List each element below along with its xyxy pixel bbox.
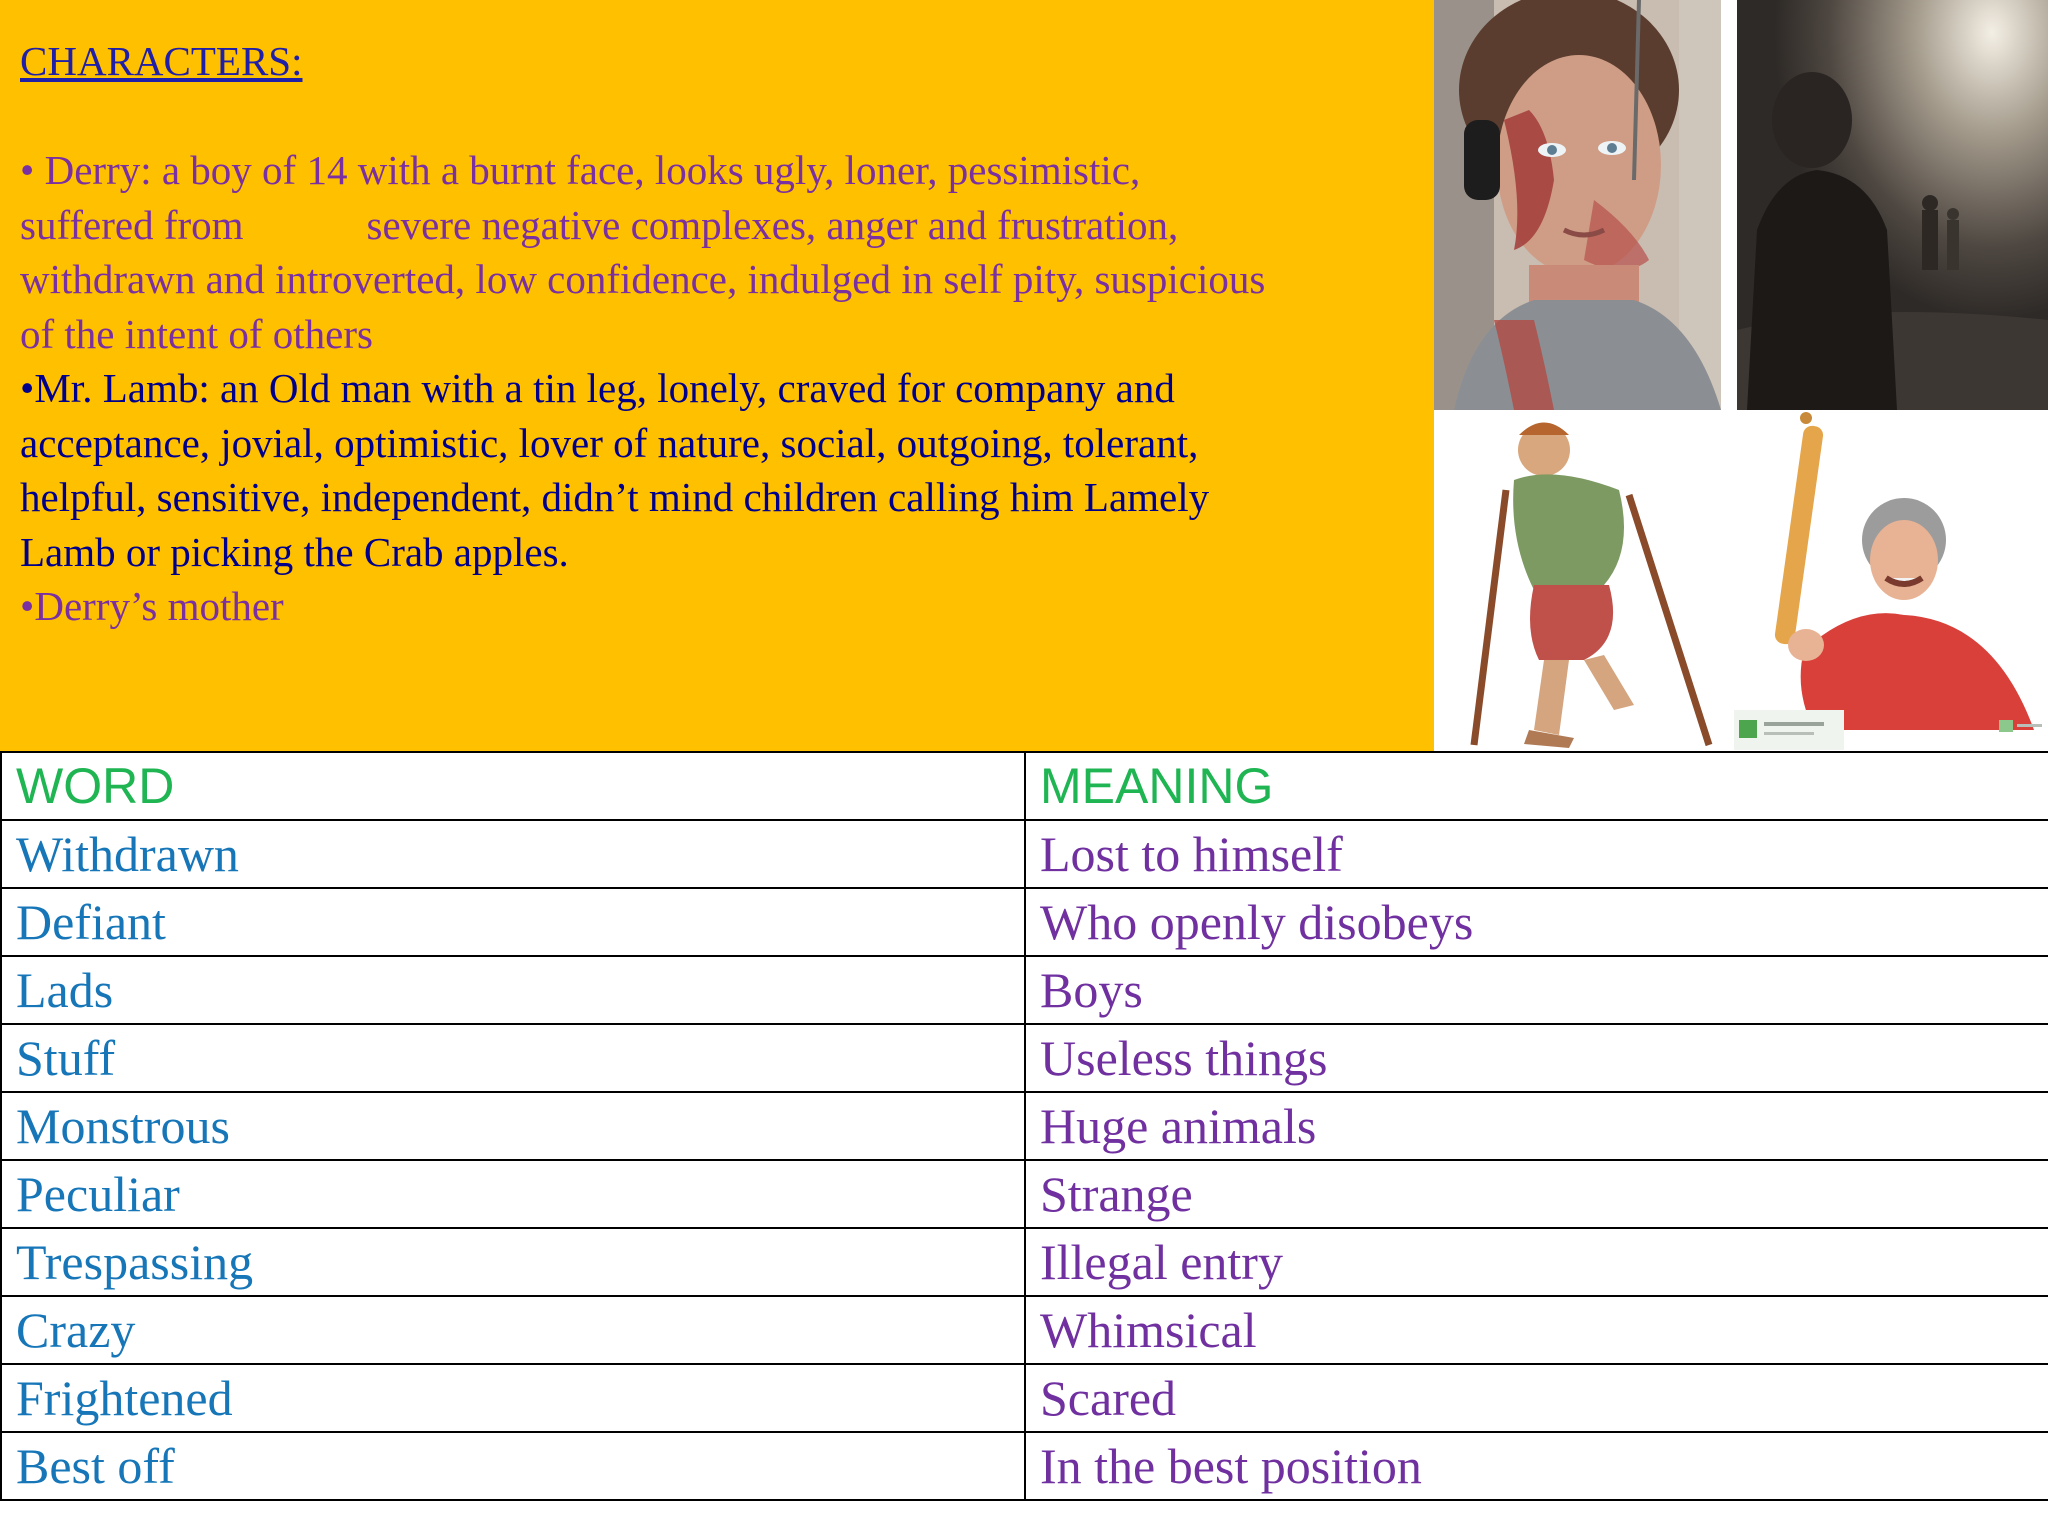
word-cell: Best off: [1, 1432, 1025, 1500]
meaning-cell: Illegal entry: [1025, 1228, 2048, 1296]
smoky-scene-photo: [1737, 0, 2048, 410]
word-cell: Lads: [1, 956, 1025, 1024]
vocabulary-table: [0, 751, 2048, 1501]
photo-separator: [1721, 0, 1737, 410]
meaning-cell: Boys: [1025, 956, 2048, 1024]
cartoon-illustrations: [1434, 410, 2048, 752]
meaning-cell: Strange: [1025, 1160, 2048, 1228]
meaning-cell: Who openly disobeys: [1025, 888, 2048, 956]
table-row: [1, 956, 2048, 1024]
table-header-row: [1, 752, 2048, 820]
table-row: [1, 1432, 2048, 1500]
table-row: [1, 1364, 2048, 1432]
word-cell: Defiant: [1, 888, 1025, 956]
meaning-cell: Lost to himself: [1025, 820, 2048, 888]
characters-panel: [0, 0, 1434, 752]
meaning-cell: Huge animals: [1025, 1092, 2048, 1160]
word-cell: Peculiar: [1, 1160, 1025, 1228]
meaning-cell: In the best position: [1025, 1432, 2048, 1500]
word-cell: Crazy: [1, 1296, 1025, 1364]
character-derry-description: • Derry: a boy of 14 with a burnt face, looks ugly, loner, pessimistic, suffered from severe negative complexes, anger and frustration, withdrawn and introverted, low confidence, indulged in self pity, suspicious of the intent of others: [20, 147, 1266, 357]
character-derrys-mother: •Derry’s mother: [20, 583, 284, 629]
table-row: [1, 1160, 2048, 1228]
word-cell: Frightened: [1, 1364, 1025, 1432]
table-row: [1, 1228, 2048, 1296]
word-cell: Monstrous: [1, 1092, 1025, 1160]
burnt-face-photo: [1434, 0, 1721, 410]
meaning-cell: Scared: [1025, 1364, 2048, 1432]
character-mr-lamb-description: •Mr. Lamb: an Old man with a tin leg, lonely, craved for company and acceptance, jovial, optimistic, lover of nature, social, outgoing, tolerant, helpful, sensitive, independent, didn’t mind children calling him Lamely Lamb or picking the Crab apples.: [20, 365, 1210, 575]
table-row: [1, 1092, 2048, 1160]
word-column-header: WORD: [1, 752, 1025, 820]
meaning-cell: Whimsical: [1025, 1296, 2048, 1364]
meaning-column-header: MEANING: [1025, 752, 2048, 820]
word-cell: Stuff: [1, 1024, 1025, 1092]
table-row: [1, 820, 2048, 888]
word-cell: Withdrawn: [1, 820, 1025, 888]
meaning-cell: Useless things: [1025, 1024, 2048, 1092]
table-row: [1, 888, 2048, 956]
word-cell: Trespassing: [1, 1228, 1025, 1296]
characters-heading: CHARACTERS:: [20, 38, 303, 84]
table-row: [1, 1296, 2048, 1364]
table-row: [1, 1024, 2048, 1092]
